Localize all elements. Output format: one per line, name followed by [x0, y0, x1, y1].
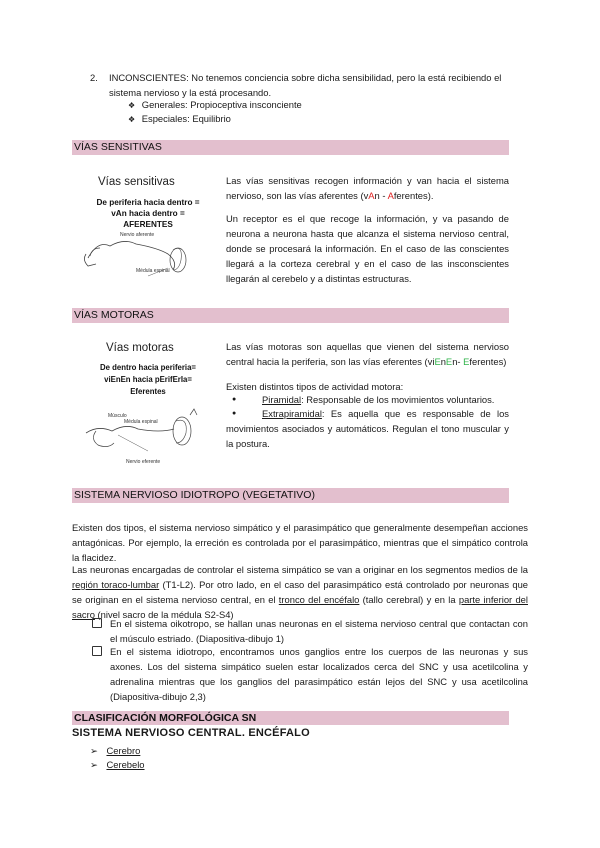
text-run: (nivel sacro de la médula S2-S4)	[94, 609, 234, 620]
underlined-term: parte inferior del sacro	[72, 594, 528, 620]
checkbox-text: En el sistema idiotropo, encontramos unos ganglios entre los cuerpos de las neuronas y sus axones. Los del sistema simpático suelen estar localizados cerca del SNC y usa acetilcolina y adrenalina mientras que los ganglios del parasimpático están lejos del SNC y usa acetilcolina (Diapositiva-dibujo 2,3)	[110, 646, 528, 702]
item-label[interactable]: Cerebro	[106, 745, 141, 756]
highlight-letter: E	[434, 356, 441, 367]
afferent-pathway-drawing	[78, 228, 218, 285]
image-label: Médula espinal	[124, 419, 158, 425]
motor-item-piramidal	[226, 392, 509, 407]
list-item-cerebelo	[90, 757, 145, 772]
idiotropo-para-2	[72, 562, 528, 622]
bullet-icon: ●	[232, 410, 237, 417]
item-label: Piramidal	[262, 394, 302, 405]
text-run: ferentes).	[393, 190, 434, 201]
image-title: Vías motoras	[106, 342, 174, 354]
vias-sensitivas-image	[78, 170, 218, 285]
text-run: Las neuronas encargadas de controlar el sistema simpático se van a originar en los segmentos medios de la	[72, 564, 528, 575]
vias-motoras-para-2: Existen distintos tipos de actividad motora:	[226, 381, 404, 392]
vias-sensitivas-para-1	[226, 173, 509, 203]
checkbox-icon[interactable]	[92, 618, 102, 628]
item-label[interactable]: Cerebelo	[106, 759, 145, 770]
highlight-letter: E	[463, 356, 470, 367]
bullet-text: Especiales: Equilibrio	[141, 113, 231, 124]
heading-text: SISTEMA NERVIOSO IDIOTROPO (VEGETATIVO)	[74, 489, 315, 501]
vias-motoras-image	[78, 337, 218, 472]
image-bold-line: vAn hacia dentro =	[111, 209, 185, 218]
section-heading-vias-sensitivas	[72, 140, 509, 155]
highlight-letter: E	[445, 356, 453, 367]
image-bold-line: viEnEn hacia pErifErIa=	[104, 375, 192, 384]
image-bold-line: De dentro hacia periferia=	[100, 363, 196, 372]
bullet-icon: ●	[232, 396, 237, 403]
image-label: Médula espinal	[136, 268, 170, 274]
section-heading-idiotropo	[72, 488, 509, 503]
subheading-snc: SISTEMA NERVIOSO CENTRAL. ENCÉFALO	[72, 727, 310, 739]
text-run: (tallo cerebral) y en la	[359, 594, 459, 605]
image-label: Nervio eferente	[126, 459, 161, 465]
intro-number: 2.	[90, 72, 98, 83]
section-heading-clasificacion	[72, 711, 509, 725]
bullet-text: Generales: Propioceptiva insconciente	[141, 99, 302, 110]
heading-text: CLASIFICACIÓN MORFOLÓGICA SN	[74, 712, 257, 724]
vias-motoras-para-1	[226, 339, 509, 369]
diamond-bullet-icon: ❖	[128, 101, 136, 110]
item-text: : Responsable de los movimientos voluntarios.	[301, 394, 495, 405]
highlight-letter: A	[368, 190, 375, 201]
image-bold-line: De periferia hacia dentro =	[96, 198, 200, 207]
item-text: : Es aquella que es responsable de los movimientos asociados y automáticos. Regulan el tono muscular y la postura.	[226, 408, 509, 449]
highlight-letter: A	[387, 190, 394, 201]
text-run: Las vías sensitivas recogen información y van hacia el sistema nervioso, son las vías aferentes (v	[226, 175, 509, 201]
text-run: (T1-L2). Por otro lado, en el caso del parasimpático está controlado por neuronas que se originan en el sistema nervioso central, en el	[72, 579, 529, 605]
image-label: Músculo	[108, 413, 127, 419]
list-item-cerebro	[90, 743, 140, 758]
underlined-term: región toraco-lumbar	[72, 579, 160, 590]
underlined-term: tronco del encéfalo	[278, 594, 360, 605]
text-run: n-	[452, 356, 464, 367]
efferent-pathway-drawing	[78, 403, 218, 472]
text-run: n	[440, 356, 446, 367]
checkbox-icon[interactable]	[92, 646, 102, 656]
image-bold-line: Eferentes	[130, 387, 166, 396]
checkbox-text: En el sistema oikotropo, se hallan unas neuronas en el sistema nervioso central que contactan con el músculo estriado. (Diapositiva-dibujo 1)	[110, 618, 528, 644]
motor-item-extrapiramidal	[226, 406, 509, 451]
item-label: Extrapiramidal	[262, 408, 322, 419]
image-label: Nervio aferente	[120, 232, 155, 238]
heading-text: VÍAS MOTORAS	[74, 309, 154, 321]
image-bold-line: AFERENTES	[123, 220, 173, 229]
image-title: Vías sensitivas	[98, 176, 175, 188]
heading-text: VÍAS SENSITIVAS	[74, 141, 162, 153]
text-run: n -	[374, 190, 388, 201]
text-run: ferentes)	[469, 356, 507, 367]
arrow-bullet-icon: ➢	[90, 759, 98, 770]
text-run: Las vías motoras son aquellas que vienen del sistema nervioso central hacia la periferia, son las vías eferentes (vi	[226, 341, 509, 367]
arrow-bullet-icon: ➢	[90, 745, 98, 756]
intro-text: INCONSCIENTES: No tenemos conciencia sobre dicha sensibilidad, pero la está recibiendo el sistema nervioso y la está procesando.	[109, 72, 502, 98]
section-heading-vias-motoras	[72, 308, 509, 323]
diamond-bullet-icon: ❖	[128, 115, 136, 124]
intro-bullet-2	[128, 111, 231, 127]
idiotropo-para-1: Existen dos tipos, el sistema nervioso simpático y el parasimpático que generalmente desempeñan acciones antagónicas. Por ejemplo, la erreción es controlada por el parasimpático, mientras que el simpático controla la flacidez.	[72, 522, 528, 563]
vias-sensitivas-para-2: Un receptor es el que recoge la información, y va pasando de neurona a neurona hasta que alcanza el sistema nervioso central, donde se procesará la información. En el caso de las conscientes llegará a la corteza cerebral y en el caso de las insconscientes llegarán al cerebelo y a distintas estructuras.	[226, 213, 509, 284]
